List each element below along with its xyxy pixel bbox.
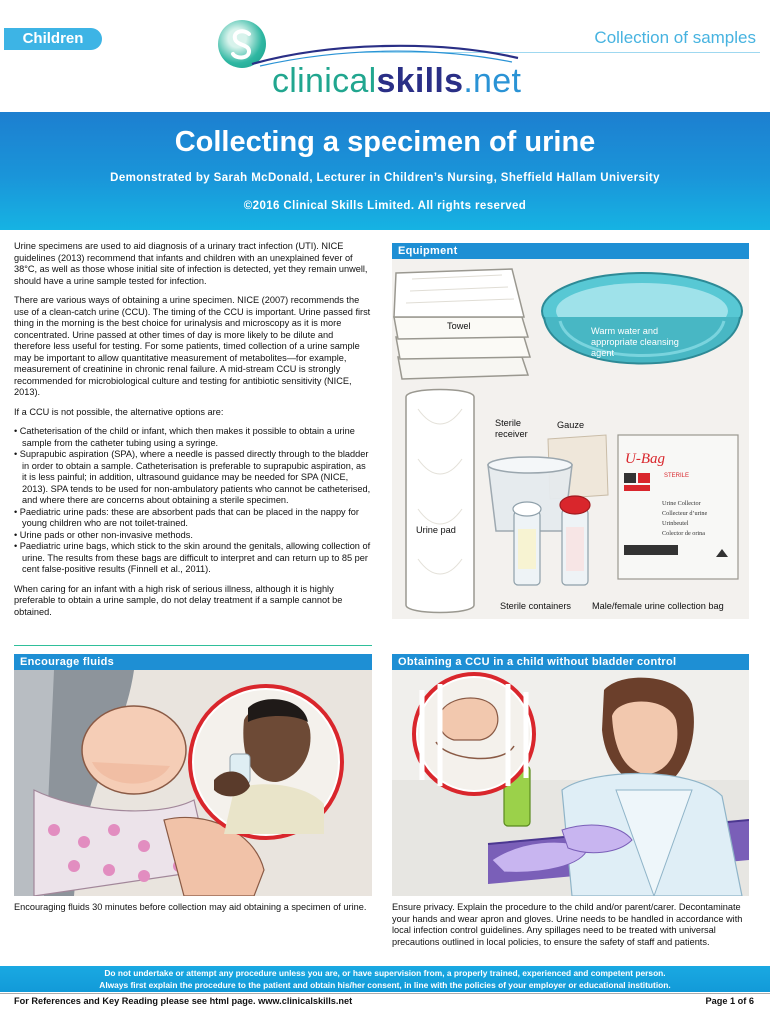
list-item: • Catheterisation of the child or infant, which then makes it possible to obtain a urine sample from the catheter tubing using a syringe. (14, 426, 372, 449)
encourage-fluids-heading: Encourage fluids (14, 654, 372, 670)
equipment-art (392, 259, 749, 619)
section-divider (14, 645, 372, 646)
equipment-illustration (392, 259, 749, 619)
list-item: • Suprapubic aspiration (SPA), where a needle is passed directly through to the bladder in order to obtain a sample. Catheterisation is preferable to suprapubic aspiration, as it is less painful; in addition, ultrasound guidance may be needed for SPA (NICE, 2013). SPA tends to be used for non-ambulatory patients who cannot be catheterised, and where there are concerns about obtaining a sterile specimen. (14, 449, 372, 507)
collection-title: Collection of samples (594, 28, 756, 47)
footer-divider (0, 993, 770, 994)
fluids-art (14, 670, 372, 896)
equipment-heading: Equipment (392, 243, 749, 259)
logo-part-skills: skills (376, 62, 464, 100)
logo-part-net: .net (463, 62, 522, 100)
label-urine-pad: Urine pad (416, 525, 456, 535)
bag-line-2: Urine Collector (662, 500, 701, 507)
bag-line-3: Collecteur d’urine (662, 510, 708, 517)
alternative-options-list (14, 426, 372, 576)
encourage-fluids-caption: Encouraging fluids 30 minutes before collection may aid obtaining a specimen of urine. (14, 902, 367, 912)
logo-part-clinical: clinical (272, 62, 377, 100)
label-towel: Towel (447, 321, 471, 331)
safety-warning-line-2: Always first explain the procedure to the patient and obtain his/her consent, in line with the policies of your employer or educational institution. (99, 980, 671, 990)
label-gauze: Gauze (557, 420, 585, 430)
page-title: Collecting a specimen of urine (174, 126, 596, 158)
urine-pad-icon (406, 390, 474, 613)
copyright-notice: ©2016 Clinical Skills Limited. All rights reserved (243, 200, 527, 212)
safety-warning-band (0, 966, 770, 992)
references-note: For References and Key Reading please see html page. www.clinicalskills.net (14, 996, 353, 1006)
page-header (0, 0, 770, 112)
list-item: • Urine pads or other non-invasive methods. (14, 530, 372, 542)
label-receiver: Sterile receiver (495, 418, 528, 439)
ccu-caption: Ensure privacy. Explain the procedure to the child and/or parent/carer. Decontaminate your hands and wear apron and gloves. Urine needs to be handled in accordance with local infection control guidelines. Any spillages need to be treated with universal precautions outlined in local policies, to ensure the safety of staff and patients. (392, 902, 743, 947)
bag-brand-text: U-Bag (625, 451, 665, 467)
title-banner (0, 112, 770, 230)
author-credit: Demonstrated by Sarah McDonald, Lecturer in Children’s Nursing, Sheffield Hallam University (110, 172, 660, 184)
label-water: Warm water and appropriate cleansing agent (591, 326, 679, 358)
intro-paragraph-4: When caring for an infant with a high risk of serious illness, although it is highly preferable to obtain a urine sample, do not delay treatment if a sample cannot be obtained. (14, 583, 343, 617)
label-sterile-containers: Sterile containers (500, 601, 571, 611)
intro-paragraph-1: Urine specimens are used to aid diagnosis of a urinary tract infection (UTI). NICE guidelines (2013) recommend that infants and children with an unexplained fever of 38°C, as well as those whose initial site of infection is detected, yet they remain unwell, should have a urine sample tested for infection. (14, 241, 368, 286)
encourage-fluids-illustration (14, 670, 372, 896)
site-logo-text (272, 62, 521, 101)
ccu-art (392, 670, 749, 896)
label-collection-bag: Male/female urine collection bag (592, 601, 724, 611)
category-pill: Children (4, 28, 102, 50)
ccu-heading: Obtaining a CCU in a child without bladder control (392, 654, 749, 670)
list-item: • Paediatric urine pads: these are absorbent pads that can be placed in the nappy for young children who are not toilet-trained. (14, 507, 372, 530)
ccu-illustration (392, 670, 749, 896)
bag-line-5: Colector de orina (662, 530, 705, 537)
safety-warning-line-1: Do not undertake or attempt any procedure unless you are, or have supervision from, a properly trained, experienced and competent person. (104, 968, 666, 978)
intro-paragraph-3: If a CCU is not possible, the alternative options are: (14, 406, 224, 417)
bag-line-1: STERILE (664, 473, 690, 479)
bag-line-4: Urinbeutel (662, 520, 689, 527)
list-item: • Paediatric urine bags, which stick to the skin around the genitals, allowing collection of urine. The results from these bags are difficult to interpret and can return up to 85 per cent false-positive results (Finnell et al., 2011). (14, 541, 372, 576)
page-number: Page 1 of 6 (705, 996, 754, 1006)
intro-paragraph-2: There are various ways of obtaining a urine specimen. NICE (2007) recommends the use of a clean-catch urine (CCU). The timing of the CCU is important. Urine passed first thing in the morning is the best choice for urinalysis and microscopy as it is more concentrated. Urine passed at other times of day is more likely to be dilute and therefore less useful for testing. For some patients, timed collection of a urine sample may be important to allow quantitative measurement of metabolites—for example, measurement of creatinine in chronic renal failure. A mid-stream CCU is strongly recommended for microbiological culture and testing for antibiotic sensitivity (NICE, 2013). (14, 295, 371, 397)
intro-text (14, 241, 372, 626)
